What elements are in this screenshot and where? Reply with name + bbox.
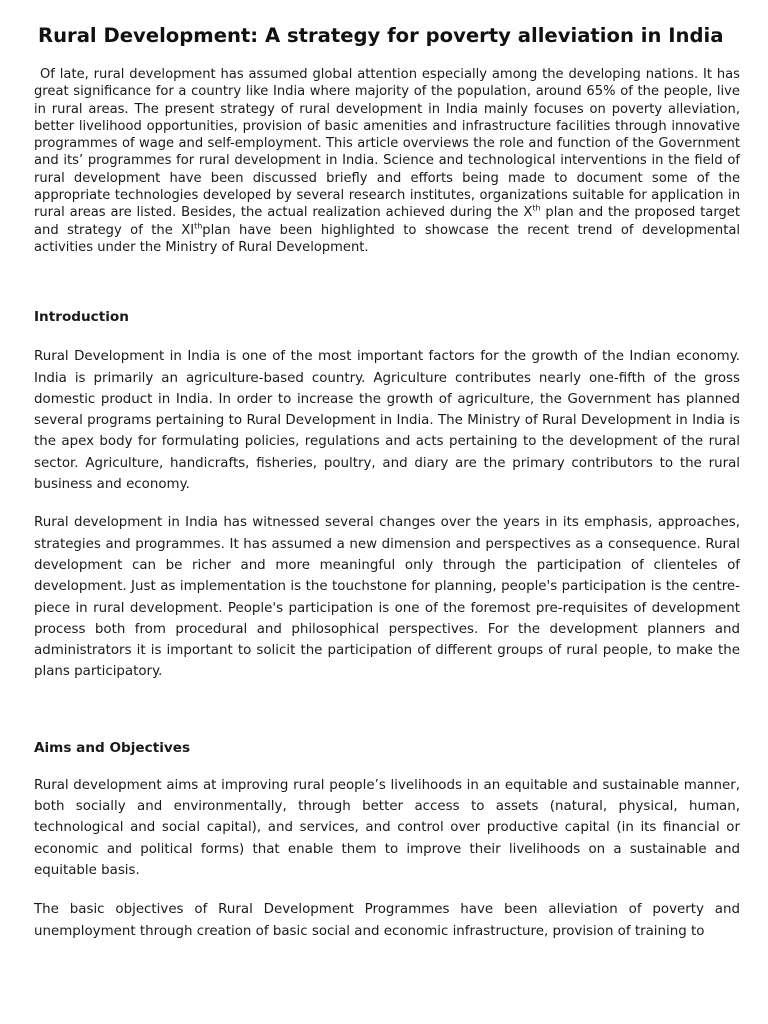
superscript-th: th: [194, 221, 203, 231]
document-page: [34, 0, 740, 942]
abstract-text-part2: plan and the proposed target and strategy of the XI: [34, 205, 740, 238]
introduction-paragraph-2: Rural development in India has witnessed several changes over the years in its emphasis, approaches, strategies and programmes. It has assumed a new dimension and perspectives as a consequence. Rural development can be richer and more meaningful only through the participation of clienteles of development. Just as implementation is the touchstone for planning, people's participation is the centre-piece in rural development. People's participation is one of the foremost pre-requisites of development process both from procedural and philosophical perspectives. For the development planners and administrators it is important to solicit the participation of different groups of rural people, to make the plans participatory.: [34, 515, 740, 680]
document-title: Rural Development: A strategy for poverty alleviation in India: [38, 24, 724, 47]
superscript-th: th: [532, 204, 541, 214]
abstract-text-part1: Of late, rural development has assumed global attention especially among the developing nations. It has great significance for a country like India where majority of the population, around 65% of the people, live in rural areas. The present strategy of rural development in India mainly focuses on poverty alleviation, better livelihood opportunities, provision of basic amenities and infrastructure facilities through innovative programmes of wage and self-employment. This article overviews the role and function of the Government and its’ programmes for rural development in India. Science and technological interventions in the field of rural development have been discussed briefly and efforts being made to document some of the appropriate technologies developed by several research institutes, organizations suitable for application in rural areas are listed. Besides, the actual realization achieved during the X: [34, 67, 740, 221]
aims-paragraph-1: Rural development aims at improving rural people’s livelihoods in an equitable and sustainable manner, both socially and environmentally, through better access to assets (natural, physical, human, technological and social capital), and services, and control over productive capital (in its financial or economic and political forms) that enable them to improve their livelihoods on a sustainable and equitable basis.: [34, 777, 740, 878]
section-heading-aims-objectives: Aims and Objectives: [34, 739, 191, 756]
introduction-paragraph-1: Rural Development in India is one of the most important factors for the growth of the Indian economy. India is primarily an agriculture-based country. Agriculture contributes nearly one-fifth of the gross domestic product in India. In order to increase the growth of agriculture, the Government has planned several programs pertaining to Rural Development in India. The Ministry of Rural Development in India is the apex body for formulating policies, regulations and acts pertaining to the development of the rural sector. Agriculture, handicrafts, fisheries, poultry, and diary are the primary contributors to the rural business and economy.: [34, 349, 740, 493]
section-heading-introduction: Introduction: [34, 309, 129, 326]
abstract-text-part3: plan have been highlighted to showcase the recent trend of developmental activities under the Ministry of Rural Development.: [34, 222, 741, 255]
aims-paragraph-2: The basic objectives of Rural Development Programmes have been alleviation of poverty and unemployment through creation of basic social and economic infrastructure, provision of training to: [34, 902, 740, 939]
abstract-paragraph: [34, 66, 740, 256]
